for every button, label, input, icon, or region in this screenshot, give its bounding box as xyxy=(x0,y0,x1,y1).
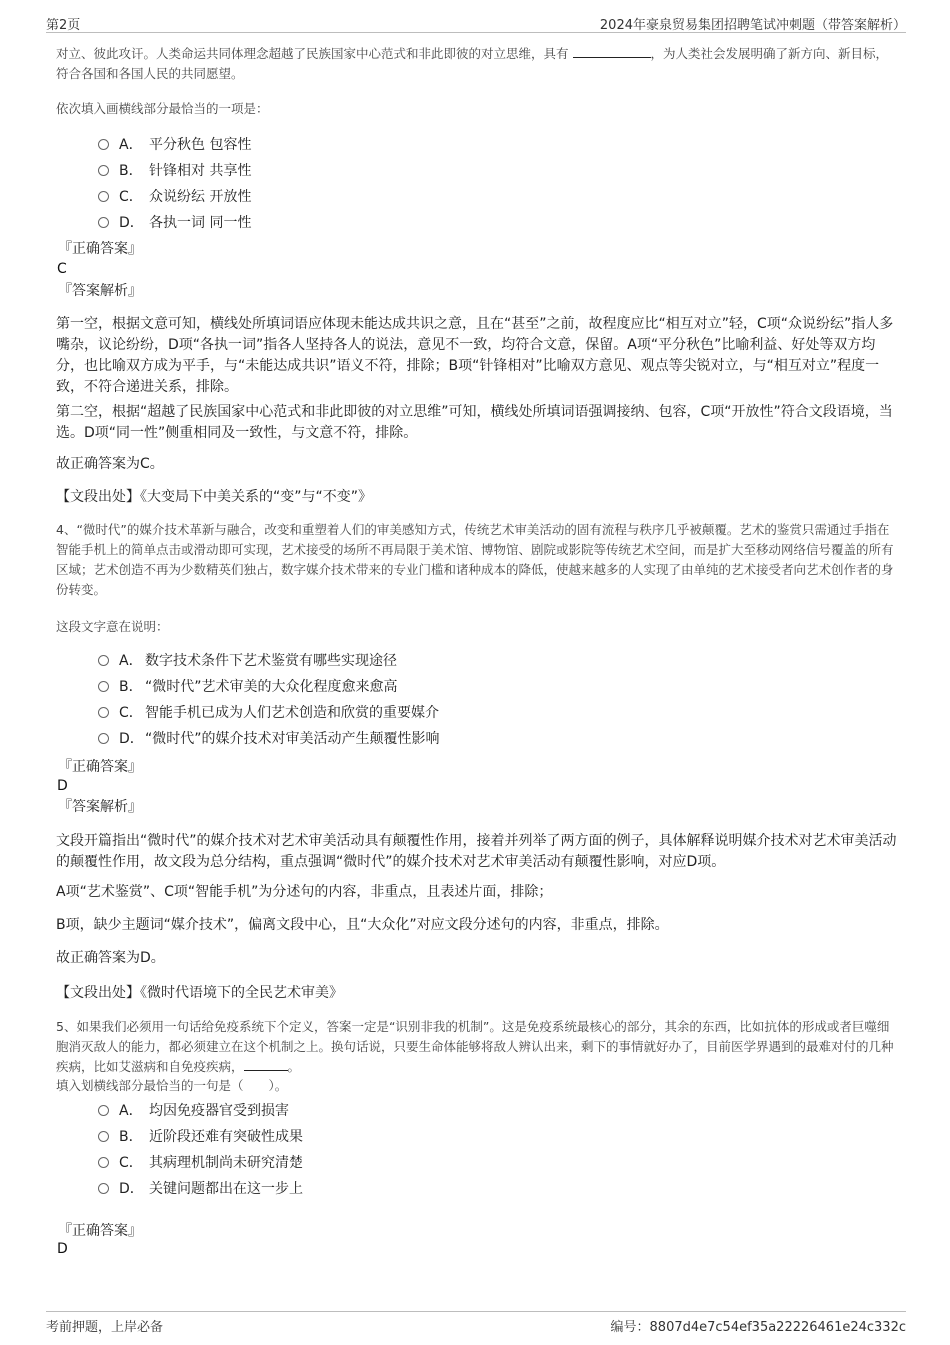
q3-source: 【文段出处】《大变局下中美关系的“变”与“不变”》 xyxy=(56,489,373,505)
document-id: 编号：8807d4e7c54ef35a22226461e24c332c xyxy=(610,1320,906,1335)
fill-blank xyxy=(573,45,651,58)
q4-analysis-p2: A项“艺术鉴赏”、C项“智能手机”为分述句的内容，非重点，且表述片面，排除； xyxy=(56,884,553,900)
q5-answer: D xyxy=(57,1241,68,1257)
radio-icon[interactable] xyxy=(98,191,109,202)
radio-icon[interactable] xyxy=(98,681,109,692)
q3-option-c[interactable]: C． 众说纷纭 开放性 xyxy=(98,188,251,206)
radio-icon[interactable] xyxy=(98,1183,109,1194)
document-title: 2024年豪泉贸易集团招聘笔试冲刺题（带答案解析） xyxy=(599,18,906,33)
q3-analysis-p1: 第一空，根据文意可知，横线处所填词语应体现未能达成共识之意，且在“甚至”之前，故程度应比“相互对立”轻，C项“众说纷纭”指人多嘴杂，议论纷纷，D项“各执一词”指各人坚持各人的说法，意见不一致，均符合文意，保留。A项“平分秋色”比喻利益、好处等双方均分，也比喻双方成为平手，与“未能达成共识”语义不符，排除；B项“针锋相对”比喻双方意见、观点等尖锐对立，与“相互对立”程度一致，不符合递进关系，排除。 xyxy=(56,316,894,395)
q4-option-a[interactable]: A． 数字技术条件下艺术鉴赏有哪些实现途径 xyxy=(98,652,397,670)
radio-icon[interactable] xyxy=(98,165,109,176)
q3-option-b[interactable]: B． 针锋相对 共享性 xyxy=(98,162,251,180)
q4-analysis-p3: B项，缺少主题词“媒介技术”，偏离文段中心，且“大众化”对应文段分述句的内容，非重点，排除。 xyxy=(56,917,669,933)
q4-analysis-p4: 故正确答案为D。 xyxy=(56,950,165,966)
q3-analysis-p3: 故正确答案为C。 xyxy=(56,456,164,472)
q3-answer: C xyxy=(57,261,67,277)
q4-answer: D xyxy=(57,778,68,794)
q4-source: 【文段出处】《微时代语境下的全民艺术审美》 xyxy=(56,985,343,1001)
q3-option-a[interactable]: A． 平分秋色 包容性 xyxy=(98,136,251,154)
q3-option-d[interactable]: D． 各执一词 同一性 xyxy=(98,214,251,232)
q3-analysis-p2: 第二空，根据“超越了民族国家中心范式和非此即彼的对立思维”可知，横线处所填词语强调接纳、包容，C项“开放性”符合文段语境，当选。D项“同一性”侧重相同及一致性，与文意不符，排除。 xyxy=(56,404,893,441)
q4-option-d[interactable]: D．“微时代”的媒介技术对审美活动产生颠覆性影响 xyxy=(98,730,440,748)
q3-intro: 对立、彼此攻讦。人类命运共同体理念超越了民族国家中心范式和非此即彼的对立思维，具有 ，为人类社会发展明确了新方向、新目标，符合各国和各国人民的共同愿望。 xyxy=(56,46,889,81)
radio-icon[interactable] xyxy=(98,733,109,744)
q5-option-b[interactable]: B． 近阶段还难有突破性成果 xyxy=(98,1128,303,1146)
q4-analysis-label: 『答案解析』 xyxy=(58,799,142,815)
q5-option-d[interactable]: D． 关键问题都出在这一步上 xyxy=(98,1180,303,1198)
radio-icon[interactable] xyxy=(98,1105,109,1116)
page-footer xyxy=(46,1311,906,1336)
q4-option-c[interactable]: C． 智能手机已成为人们艺术创造和欣赏的重要媒介 xyxy=(98,704,439,722)
q4-analysis-p1: 文段开篇指出“微时代”的媒介技术对艺术审美活动具有颠覆性作用，接着并列举了两方面的例子，具体解释说明媒介技术对艺术审美活动的颠覆性作用，故文段为总分结构，重点强调“微时代”的媒介技术对艺术审美活动有颠覆性影响，对应D项。 xyxy=(56,833,897,870)
q5-answer-label: 『正确答案』 xyxy=(58,1223,142,1239)
q4-answer-label: 『正确答案』 xyxy=(58,759,142,775)
q5-option-c[interactable]: C． 其病理机制尚未研究清楚 xyxy=(98,1154,303,1172)
radio-icon[interactable] xyxy=(98,655,109,666)
radio-icon[interactable] xyxy=(98,1157,109,1168)
q4-stem: 4、“微时代”的媒介技术革新与融合，改变和重塑着人们的审美感知方式，传统艺术审美活动的固有流程与秩序几乎被颠覆。艺术的鉴赏只需通过手指在智能手机上的简单点击或滑动即可实现，艺术接受的场所不再局限于美术馆、博物馆、剧院或影院等传统艺术空间，而是扩大至移动网络信号覆盖的所有区域；艺术创造不再为少数精英们独占，数字媒介技术带来的专业门槛和诸种成本的降低，使越来越多的人实现了由单纯的艺术接受者向艺术创作者的身份转变。 xyxy=(56,522,894,597)
q3-answer-label: 『正确答案』 xyxy=(58,241,142,257)
page-header xyxy=(46,12,906,33)
q3-analysis-label: 『答案解析』 xyxy=(58,283,142,299)
q4-option-b[interactable]: B． “微时代”艺术审美的大众化程度愈来愈高 xyxy=(98,678,398,696)
q3-prompt: 依次填入画横线部分最恰当的一项是： xyxy=(56,101,269,116)
radio-icon[interactable] xyxy=(98,217,109,228)
radio-icon[interactable] xyxy=(98,1131,109,1142)
footer-slogan: 考前押题，上岸必备 xyxy=(46,1320,164,1335)
radio-icon[interactable] xyxy=(98,139,109,150)
q5-option-a[interactable]: A． 均因免疫器官受到损害 xyxy=(98,1102,289,1120)
q5-stem: 5、如果我们必须用一句话给免疫系统下个定义，答案一定是“识别非我的机制”。这是免疫系统最核心的部分，其余的东西，比如抗体的形成或者巨噬细胞消灭敌人的能力，都必须建立在这个机制之上。换句话说，只要生命体能够将敌人辨认出来，剩下的事情就好办了，目前医学界遇到的最难对付的几种疾病，比如艾滋病和自免疫疾病， 。 xyxy=(56,1019,894,1074)
q4-prompt: 这段文字意在说明： xyxy=(56,619,169,634)
radio-icon[interactable] xyxy=(98,707,109,718)
fill-blank xyxy=(244,1058,288,1071)
page-number: 第2页 xyxy=(46,18,81,33)
q5-prompt: 填入划横线部分最恰当的一句是（ ）。 xyxy=(56,1078,288,1093)
